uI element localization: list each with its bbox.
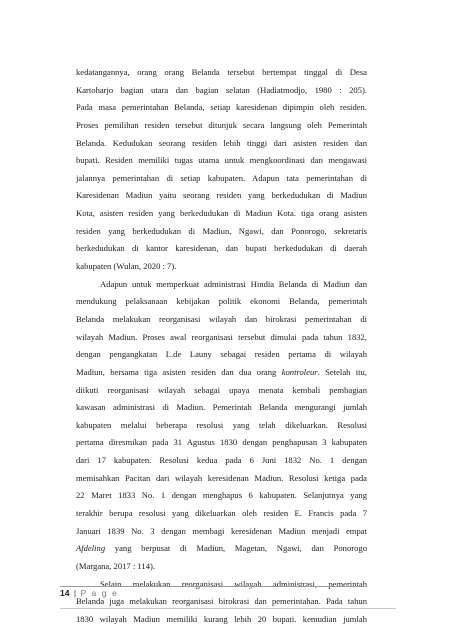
- footer-rule: [60, 586, 360, 587]
- text-line: berkedudukan di kantor karesidenan, dan bupati berkedudukan di daerah: [76, 243, 367, 254]
- text-line: Proses pemilihan residen tersebut ditunjuk secara langsung oleh Pemerintah: [76, 119, 367, 130]
- text-line: pertama diresmikan pada 31 Agustus 1830 dengan penghapusan 3 kabupaten: [76, 437, 367, 448]
- text-line: 22 Maret 1833 No. 1 dengan menghapus 6 kabupaten. Selanjutnya yang: [76, 490, 367, 501]
- text-line: kawasan administrasi di Madiun. Pemerintah Belanda mengurangi jumlah: [76, 402, 367, 413]
- text-line: (Margana, 2017 : 114).: [76, 560, 155, 571]
- footer-separator: |: [73, 588, 77, 598]
- text-line: dengan pengangkatan L.de Launy sebagai residen pertama di wilayah: [76, 349, 367, 360]
- text-line: dari 17 kabupaten. Resolusi kedua pada 6 Juni 1832 No. 1 dengan: [76, 455, 367, 466]
- text-line: Pada masa pemerintahan Belanda, setiap karesidenan dipimpin oleh residen.: [76, 102, 367, 113]
- text-line: Kota, asisten residen yang berkedudukan di Madiun Kota. tiga orang asisten: [76, 208, 367, 219]
- text-line: Madiun, bersama tiga asisten residen dan dua orang kontroleur. Setelah itu,: [76, 366, 367, 377]
- text-line: wilayah Madiun. Proses awal reorganisasi tersebut dimulai pada tahun 1832,: [76, 331, 367, 342]
- text-line: Kartoharjo bagian utara dan bagian selatan (Hadiatmodjo, 1980 : 205).: [76, 84, 367, 95]
- text-line: jalannya pemerintahan di setiap kabupaten. Adapun tata pemerintahan di: [76, 172, 367, 183]
- text-line: kabupaten melalui beberapa resolusi yang telah dikeluarkan. Resolusi: [76, 419, 367, 430]
- text-line: Afdeling yang berpusat di Madiun, Magetan, Ngawi, dan Ponorogo: [76, 543, 367, 554]
- text-line: 1830 wilayah Madiun memiliki kurang lebih 20 bupati. kemudian jumlah: [76, 613, 367, 624]
- text-line: Selain melakukan reorganisasi wilayah administrasi, pemerintah: [100, 578, 367, 589]
- page-footer: [60, 588, 396, 598]
- text-line: memisahkan Pacitan dari wilayah keresidenan Madiun. Resolusi ketiga pada: [76, 472, 367, 483]
- text-line: bupati. Residen memiliki tugas utama untuk mengkoordinasi dan mengawasi: [76, 155, 367, 166]
- bottom-border: [60, 608, 396, 609]
- text-line: Januari 1839 No. 3 dengan membagi keresidenan Madiun menjadi empat: [76, 525, 367, 536]
- text-line: diikuti reorganisasi wilayah sebagai upaya menata kembali pembagian: [76, 384, 367, 395]
- text-line: Belanda melakukan reorganisasi wilayah dan birokrasi pemerintahan di: [76, 313, 367, 324]
- text-line: Belanda. Kedudukan seorang residen lebih tinggi dari asisten residen dan: [76, 137, 367, 148]
- page-label: P a g e: [80, 588, 119, 598]
- text-line: mendukung pelaksanaan kebijakan politik ekonomi Belanda, pemerintah: [76, 296, 367, 307]
- text-line: Karesidenan Madiun yaitu seorang residen yang berkedudukan di Madiun: [76, 190, 367, 201]
- page-number: 14: [60, 588, 70, 598]
- text-line: residen yang berkedudukan di Madiun, Ngawi, dan Ponorogo, sekretaris: [76, 225, 367, 236]
- text-line: Belanda juga melakukan reorganisasi birokrasi dan pemerintahan. Pada tahun: [76, 596, 367, 607]
- text-line: terakhir berupa resolusi yang dikeluarkan oleh residen E. Francis pada 7: [76, 508, 367, 519]
- body-text: [73, 64, 367, 629]
- text-line: Adapun untuk memperkuat administrasi Hindia Belanda di Madiun dan: [100, 278, 367, 289]
- text-line: kedatangannya, orang orang Belanda tersebut bertempat tinggal di Desa: [76, 67, 367, 77]
- text-line: kabupaten (Wulan, 2020 : 7).: [76, 261, 177, 272]
